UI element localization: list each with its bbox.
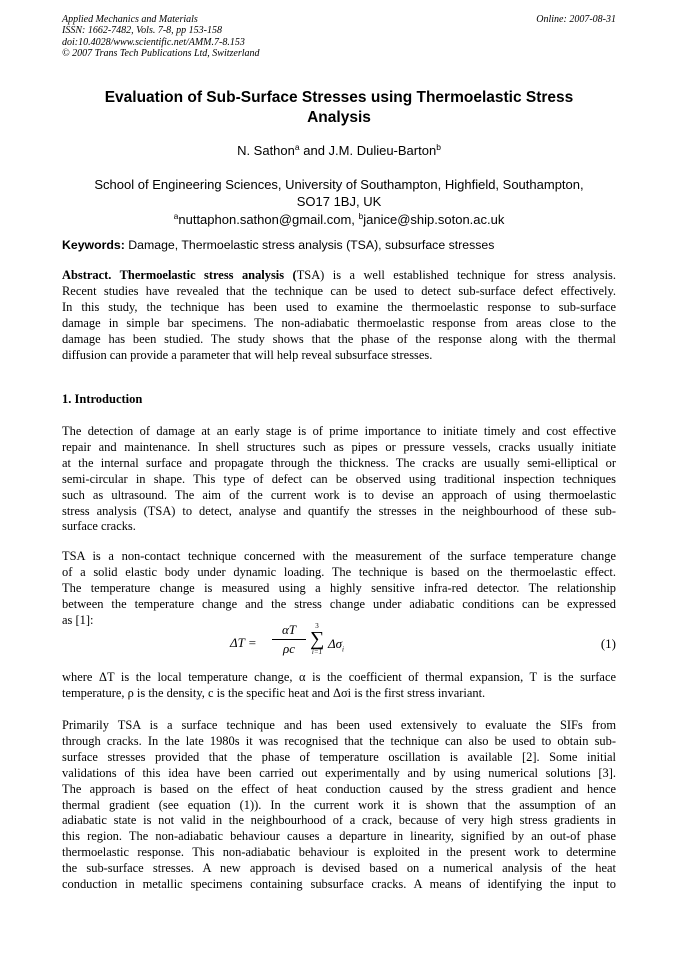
paragraph-line: through cracks. In the late 1980s it was recognised that the technique can also be used to obtain sub- (62, 733, 616, 748)
paragraph-line: at the internal surface and propagate through the thickness. The cracks are usually semi-elliptical or (62, 455, 616, 470)
title-line-2: Analysis (307, 109, 371, 126)
paragraph-line: adiabatic state is not valid in the neighbourhood of a crack, because of very high stress gradients in (62, 813, 616, 828)
paragraph-line: surface cracks. (62, 519, 136, 534)
authors (62, 143, 616, 158)
issn-line: ISSN: 1662-7482, Vols. 7-8, pp 153-158 (62, 25, 222, 37)
equation-number: (1) (600, 636, 616, 651)
paragraph-line: thermal gradient (see equation (1)). In the current work it is shown that the assumption of an (62, 797, 616, 812)
keywords-label: Keywords: (62, 238, 125, 252)
fraction-bar (272, 639, 306, 640)
equation-fraction (272, 622, 306, 657)
paragraph-line: where ΔT is the local temperature change, α is the coefficient of thermal expansion, T is the surface (62, 670, 616, 684)
equation-where-clause (62, 670, 616, 702)
keywords-text: Damage, Thermoelastic stress analysis (TSA), subsurface stresses (124, 238, 495, 252)
author-emails (62, 212, 616, 227)
abstract-label: Abstract. Thermoelastic stress analysis ( (62, 268, 297, 282)
abstract (62, 268, 616, 363)
paragraph-line: TSA is a non-contact technique concerned with the measurement of the surface temperature change (62, 549, 616, 563)
paragraph-line: semi-circular in shape. This type of defect can be observed using traditional inspection techniques (62, 471, 616, 486)
paragraph-line: thermoelastic response. This non-adiabatic behaviour is exploited in the present work to determine (62, 845, 616, 860)
paragraph-line: conduction in metallic specimens containing subsurface cracks. A means of identifying the input to (62, 877, 616, 892)
paragraph-line: between the temperature change and the stress change under adiabatic conditions can be expressed (62, 596, 616, 611)
summation (310, 622, 324, 657)
affiliation (62, 176, 616, 210)
intro-paragraph-1 (62, 424, 616, 535)
abstract-line: damage in simple bar specimens. The non-adiabatic thermoelastic response from areas close to the (62, 315, 616, 330)
paper-title (62, 88, 616, 128)
title-line-1: Evaluation of Sub-Surface Stresses using Thermoelastic Stress (104, 89, 574, 106)
paragraph-line: Primarily TSA is a surface technique and has been used extensively to evaluate the SIFs from (62, 718, 616, 732)
equation-1 (62, 622, 616, 666)
intro-paragraph-2 (62, 549, 616, 629)
email-b[interactable]: janice@ship.soton.ac.uk (363, 212, 505, 227)
equation-numerator: αT (281, 622, 297, 637)
paragraph-line: The approach is based on the effect of heat conduction caused by the stress gradient and hence (62, 781, 616, 796)
author-2: and J.M. Dulieu-Barton (299, 143, 437, 158)
affiliation-line-2: SO17 1BJ, UK (296, 194, 382, 209)
paragraph-line: of a solid elastic body under dynamic loading. The technique is based on the thermoelastic effect. (62, 564, 616, 579)
paragraph-line: The temperature change is measured using a highly sensitive infra-red detector. The relationship (62, 580, 616, 595)
email-a[interactable]: nuttaphon.sathon@gmail.com, (178, 212, 359, 227)
term-subscript: i (342, 645, 344, 654)
copyright-line: © 2007 Trans Tech Publications Ltd, Switzerland (62, 48, 260, 60)
sum-symbol: ∑ (310, 628, 325, 650)
affiliation-line-1: School of Engineering Sciences, University of Southampton, Highfield, Southampton, (94, 177, 584, 192)
journal-name: Applied Mechanics and Materials (62, 14, 198, 25)
keywords (62, 238, 616, 252)
equation-lhs: ΔT = (230, 635, 257, 650)
paragraph-line: surface stresses provided that the phase of temperature oscillation is available [2]. Some initial (62, 749, 616, 764)
sum-upper-limit: 3 (315, 622, 319, 630)
equation-denominator: ρc (282, 641, 295, 656)
paragraph-line: validations of this idea have been carried out experimentally and by using numerical solutions [3]. (62, 765, 616, 780)
paragraph-line: as [1]: (62, 612, 94, 627)
email-b-sup: b (358, 211, 364, 221)
online-date: Online: 2007-08-31 (536, 14, 616, 25)
author-2-sup: b (436, 142, 441, 152)
email-a-sup: a (173, 211, 179, 221)
intro-paragraph-3 (62, 718, 616, 893)
author-1-sup: a (294, 142, 300, 152)
sum-lower-limit: i=1 (311, 648, 323, 656)
paragraph-line: stress analysis (TSA) to detect, analyse and quantify the stresses in the neighbourhood of these sub- (62, 503, 616, 518)
abstract-line: Abstract. Thermoelastic stress analysis (TSA) is a well established technique for stress analysis. (62, 268, 616, 282)
paragraph-line: repair and maintenance. In shell structures such as pipes or pressure vessels, cracks usually initiate (62, 439, 616, 454)
author-1: N. Sathon (237, 143, 295, 158)
abstract-line: damage has been studied. The study shows that the phase of the response along with the thermal (62, 331, 616, 346)
doi-line: doi:10.4028/www.scientific.net/AMM.7-8.153 (62, 36, 245, 48)
section-heading-introduction: 1. Introduction (62, 392, 143, 406)
running-header (62, 14, 616, 60)
paragraph-line: temperature, ρ is the density, c is the specific heat and Δσi is the first stress invariant. (62, 685, 486, 700)
abstract-line: Recent studies have revealed that the technique can be used to detect sub-surface defect effectively. (62, 283, 616, 298)
equation-term: $\Delta\sigma_i$ (328, 636, 344, 654)
paragraph-line: such as ultrasound. The aim of the current work is to devise an approach of using thermoelastic (62, 487, 616, 502)
paragraph-line: the sub-surface stresses. A new approach is devised based on a numerical analysis of the heat (62, 861, 616, 876)
paragraph-line: The detection of damage at an early stage is of prime importance to initiate timely and cost effective (62, 424, 616, 438)
paragraph-line: this region. The non-adiabatic behaviour causes a departure in linearity, signified by an out-of phase (62, 829, 616, 844)
abstract-line: In this study, the technique has been used to examine the thermoelastic response to sub-surface (62, 299, 616, 314)
abstract-line: diffusion can provide a parameter that will help reveal subsurface stresses. (62, 347, 433, 362)
